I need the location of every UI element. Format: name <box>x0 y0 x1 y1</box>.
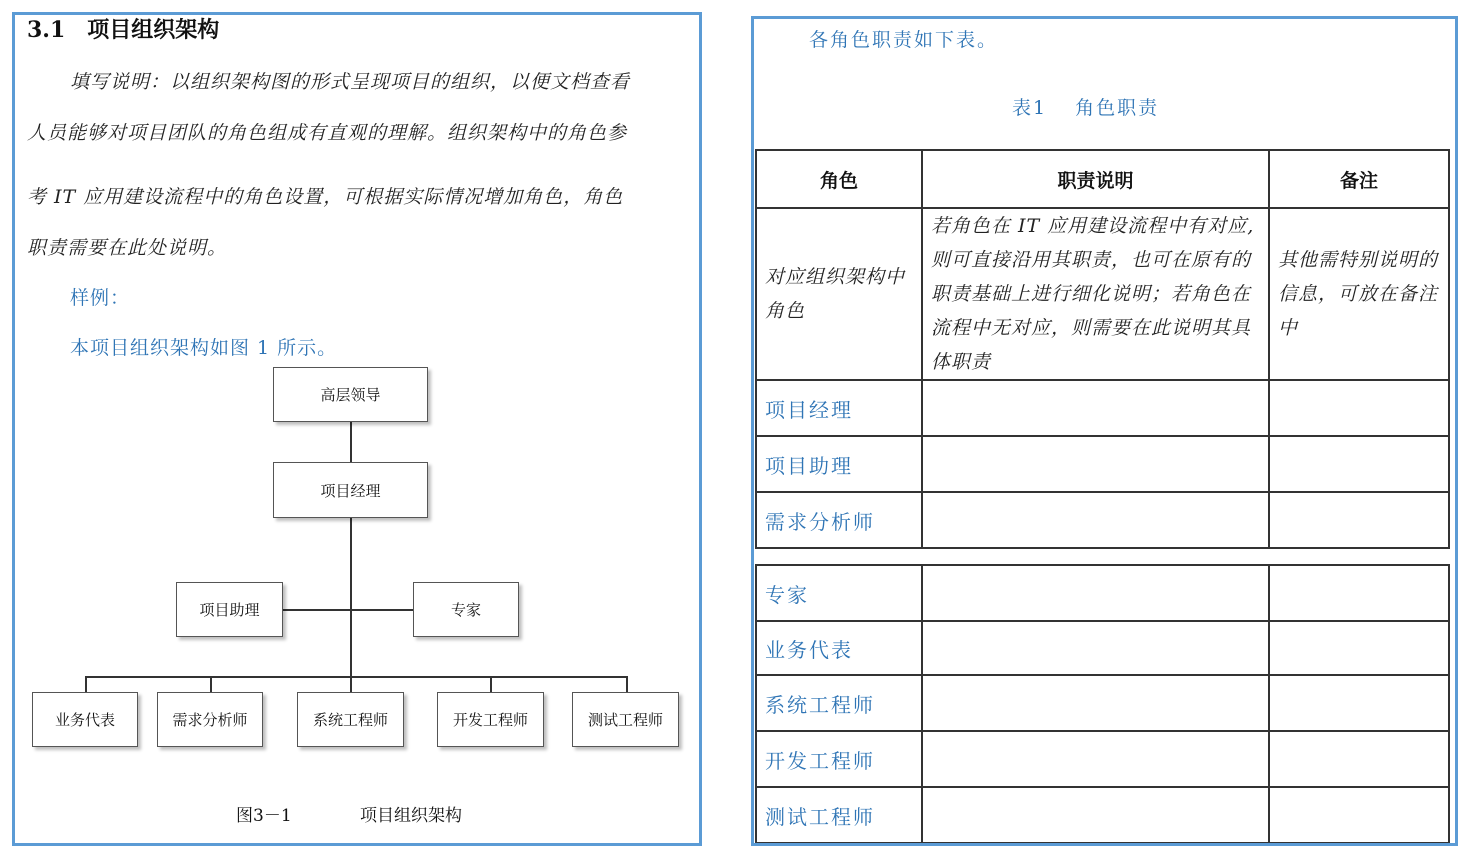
responsibility-table-part2 <box>755 564 1450 844</box>
figure-title: 项目组织架构 <box>360 806 462 826</box>
note-cell <box>1269 436 1449 492</box>
example-text: 本项目组织架构如图 1 所示。 <box>70 337 338 359</box>
role-expert: 专家 <box>756 565 922 621</box>
org-box-dev-engineer: 开发工程师 <box>437 692 544 747</box>
note-cell <box>1269 731 1449 787</box>
table-number: 表1 <box>1012 97 1048 119</box>
table-row <box>756 787 1449 843</box>
header-note: 备注 <box>1269 150 1449 208</box>
table-intro: 各角色职责如下表。 <box>809 29 999 51</box>
instruction-line-2: 人员能够对项目团队的角色组成有直观的理解。组织架构中的角色参 <box>27 122 628 144</box>
role-system-engineer: 系统工程师 <box>756 675 922 731</box>
responsibility-table-part1 <box>755 149 1450 549</box>
desc-cell <box>922 675 1269 731</box>
role-project-assistant: 项目助理 <box>756 436 922 492</box>
template-note: 其他需特别说明的信息，可放在备注中 <box>1269 208 1449 380</box>
desc-cell <box>922 787 1269 843</box>
note-cell <box>1269 492 1449 548</box>
desc-cell <box>922 731 1269 787</box>
table-row <box>756 436 1449 492</box>
table-row <box>756 731 1449 787</box>
desc-cell <box>922 380 1269 436</box>
org-box-assistant: 项目助理 <box>176 582 283 637</box>
note-cell <box>1269 565 1449 621</box>
template-role: 对应组织架构中角色 <box>756 208 922 380</box>
desc-cell <box>922 492 1269 548</box>
figure-number: 图3－1 <box>236 806 292 826</box>
example-label: 样例： <box>70 287 131 309</box>
org-box-project-manager: 项目经理 <box>273 462 428 518</box>
role-dev-engineer: 开发工程师 <box>756 731 922 787</box>
instruction-line-1: 填写说明：以组织架构图的形式呈现项目的组织，以便文档查看 <box>70 71 631 93</box>
desc-cell <box>922 565 1269 621</box>
note-cell <box>1269 675 1449 731</box>
table-row <box>756 492 1449 548</box>
section-number: 3.1 <box>27 17 66 43</box>
note-cell <box>1269 787 1449 843</box>
org-chart <box>15 15 702 846</box>
org-box-requirements-analyst: 需求分析师 <box>157 692 263 747</box>
instruction-line-3: 考 IT 应用建设流程中的角色设置，可根据实际情况增加角色，角色 <box>27 186 624 208</box>
org-box-system-engineer: 系统工程师 <box>297 692 404 747</box>
table-title: 角色职责 <box>1075 97 1160 119</box>
table-caption <box>1012 93 1159 120</box>
section-title: 项目组织架构 <box>87 18 220 43</box>
table-header-row <box>756 150 1449 208</box>
role-project-manager: 项目经理 <box>756 380 922 436</box>
table-row <box>756 675 1449 731</box>
org-box-test-engineer: 测试工程师 <box>572 692 679 747</box>
template-desc: 若角色在 IT 应用建设流程中有对应,则可直接沿用其职责，也可在原有的职责基础上进行细化说明；若角色在流程中无对应，则需要在此说明其具体职责 <box>922 208 1269 380</box>
header-desc: 职责说明 <box>922 150 1269 208</box>
table-row <box>756 621 1449 675</box>
instruction-line-4: 职责需要在此处说明。 <box>27 237 228 259</box>
connector-top <box>350 422 352 463</box>
role-requirements-analyst: 需求分析师 <box>756 492 922 548</box>
table-row <box>756 380 1449 436</box>
role-business-rep: 业务代表 <box>756 621 922 675</box>
org-box-top-leader: 高层领导 <box>273 367 428 422</box>
note-cell <box>1269 621 1449 675</box>
org-box-expert: 专家 <box>413 582 519 637</box>
desc-cell <box>922 621 1269 675</box>
right-document-panel <box>751 16 1458 846</box>
connector-side <box>283 609 413 611</box>
connector-bottom-bar <box>85 676 628 678</box>
connector-trunk <box>350 518 352 678</box>
desc-cell <box>922 436 1269 492</box>
template-row <box>756 208 1449 380</box>
left-document-panel <box>12 12 702 846</box>
header-role: 角色 <box>756 150 922 208</box>
table-row <box>756 565 1449 621</box>
org-box-business-rep: 业务代表 <box>32 692 138 747</box>
note-cell <box>1269 380 1449 436</box>
role-test-engineer: 测试工程师 <box>756 787 922 843</box>
